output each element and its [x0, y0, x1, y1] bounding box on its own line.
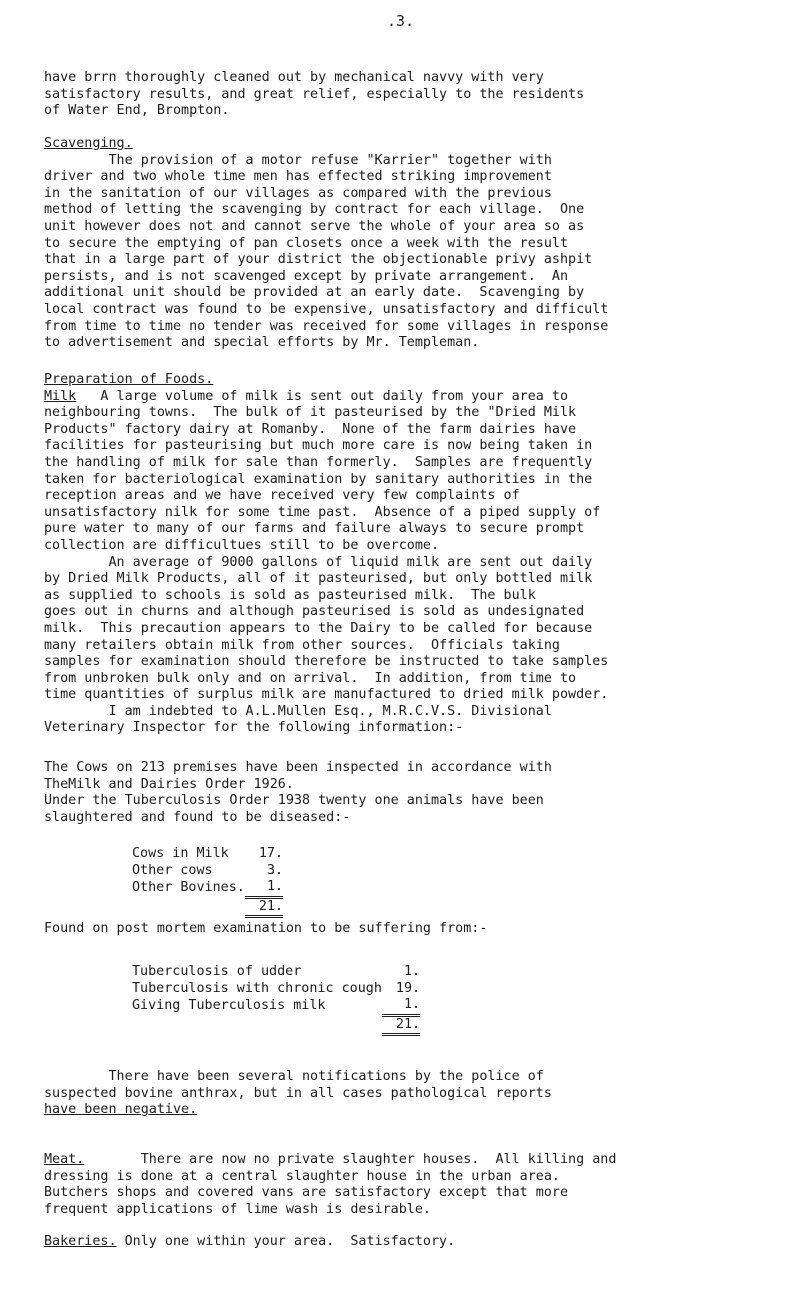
page-number: .3.	[386, 12, 415, 30]
text-line: TheMilk and Dairies Order 1926.	[44, 776, 294, 792]
cows-paragraph	[44, 760, 796, 826]
text-line: There have been several notifications by the police of	[44, 1069, 544, 1084]
text-line: slaughtered and found to be diseased:-	[44, 809, 351, 825]
bakeries-line	[44, 1234, 796, 1251]
text-line: in the sanitation of our villages as compared with the previous	[44, 185, 552, 201]
table-total: 21.	[245, 897, 283, 917]
text-line: milk. This precaution appears to the Dairy to be called for because	[44, 620, 593, 636]
table-cell-value: 1.	[382, 997, 420, 1015]
diseased-animals-table	[132, 846, 283, 918]
table-cell-label: Other cows	[132, 862, 213, 878]
milk-label: Milk	[44, 388, 77, 404]
table-cell-value: 17.	[258, 846, 284, 861]
text-line: reception areas and we have received very few complaints of	[44, 488, 520, 504]
text-line: time quantities of surplus milk are manufactured to dried milk powder.	[44, 687, 609, 703]
table-cell-label: Giving Tuberculosis milk	[132, 997, 326, 1013]
text-line: as supplied to schools is sold as pasteurised milk. The bulk	[44, 587, 536, 603]
table-cell-label: Cows in Milk	[132, 846, 229, 861]
text-fragment: Only one within your area. Satisfactory.	[116, 1234, 456, 1249]
table-total: 21.	[382, 1015, 420, 1035]
text-line: unit however does not and cannot serve the whole of your area so as	[44, 218, 585, 234]
text-fragment: A large volume of milk is sent out daily from your area to	[76, 388, 569, 404]
text-line: method of letting the scavenging by contract for each village. One	[44, 202, 585, 218]
anthrax-paragraph	[44, 1069, 796, 1119]
text-line: from unbroken bulk only and on arrival. In addition, from time to	[44, 670, 577, 686]
table-cell-value: 3.	[266, 862, 284, 878]
text-line: samples for examination should therefore be instructed to take samples	[44, 654, 609, 670]
text-line: Veterinary Inspector for the following information:-	[44, 720, 464, 736]
text-line: that in a large part of your district the objectionable privy ashpit	[44, 252, 593, 268]
text-line: taken for bacteriological examination by sanitary authorities in the	[44, 471, 593, 487]
post-mortem-line	[44, 921, 796, 938]
table-cell-value: 1.	[245, 879, 283, 897]
text-line: frequent applications of lime wash is desirable.	[44, 1201, 431, 1217]
text-line: have brrn thoroughly cleaned out by mechanical navvy with very	[44, 70, 544, 85]
meat-first-line	[44, 1152, 796, 1169]
text-line: additional unit should be provided at an early date. Scavenging by	[44, 285, 585, 301]
text-line: unsatisfactory nilk for some time past. Absence of a piped supply of	[44, 504, 601, 520]
text-line: collection are difficultues still to be overcome.	[44, 537, 440, 553]
text-line: Found on post mortem examination to be suffering from:-	[44, 921, 488, 936]
intro-paragraph	[44, 70, 796, 120]
text-line: by Dried Milk Products, all of it pasteurised, but only bottled milk	[44, 571, 593, 587]
post-mortem-table	[132, 964, 420, 1036]
text-line: of Water End, Brompton.	[44, 103, 230, 119]
table-total-row	[132, 1015, 420, 1035]
section-heading-meat: Meat.	[44, 1152, 85, 1167]
text-line: The provision of a motor refuse "Karrier" together with	[44, 152, 552, 168]
table-row	[132, 846, 283, 863]
text-line: Butchers shops and covered vans are satisfactory except that more	[44, 1185, 569, 1201]
text-line: satisfactory results, and great relief, especially to the residents	[44, 86, 585, 102]
text-line: The Cows on 213 premises have been inspected in accordance with	[44, 760, 552, 775]
text-line: neighbouring towns. The bulk of it pasteurised by the "Dried Milk	[44, 405, 577, 421]
text-line: goes out in churns and although pasteurised is sold as undesignated	[44, 604, 585, 620]
text-line: Under the Tuberculosis Order 1938 twenty one animals have been	[44, 793, 544, 809]
table-cell-label: Tuberculosis with chronic cough	[132, 980, 382, 996]
table-row	[132, 964, 420, 981]
table-row	[132, 997, 420, 1015]
table-row	[132, 879, 283, 897]
table-cell-label: Tuberculosis of udder	[132, 964, 302, 979]
bakeries-section	[44, 1234, 796, 1251]
text-line: to secure the emptying of pan closets once a week with the result	[44, 235, 569, 251]
text-line: to advertisement and special efforts by Mr. Templeman.	[44, 335, 480, 351]
text-line: from time to time no tender was received for some villages in response	[44, 318, 609, 334]
text-line: persists, and is not scavenged except by private arrangement. An	[44, 268, 569, 284]
text-line: pure water to many of our farms and failure always to secure prompt	[44, 521, 585, 537]
table-total-row	[132, 897, 283, 917]
table-cell-value: 1.	[403, 964, 421, 979]
text-line: the handling of milk for sale than formerly. Samples are frequently	[44, 454, 593, 470]
text-line: have been negative.	[44, 1102, 198, 1118]
section-heading-bakeries: Bakeries.	[44, 1234, 117, 1249]
section-heading-scavenging: Scavenging.	[44, 136, 133, 151]
text-line: suspected bovine anthrax, but in all cases pathological reports	[44, 1085, 552, 1101]
text-line: many retailers obtain milk from other sources. Officials taking	[44, 637, 560, 653]
text-line: Products" factory dairy at Romanby. None of the farm dairies have	[44, 421, 577, 437]
table-cell-label: Other Bovines.	[132, 879, 245, 895]
table-cell-value: 19.	[395, 980, 421, 996]
preparation-section	[44, 372, 796, 737]
scavenging-section	[44, 136, 796, 352]
section-heading-preparation: Preparation of Foods.	[44, 372, 214, 387]
meat-section	[44, 1152, 796, 1218]
table-row	[132, 981, 420, 998]
text-line: dressing is done at a central slaughter house in the urban area.	[44, 1168, 560, 1184]
milk-first-line	[44, 389, 796, 406]
text-fragment: There are now no private slaughter houses. All killing and	[84, 1152, 617, 1167]
text-line: I am indebted to A.L.Mullen Esq., M.R.C.V.S. Divisional	[44, 703, 552, 719]
text-line: driver and two whole time men has effected striking improvement	[44, 169, 552, 185]
text-line: An average of 9000 gallons of liquid milk are sent out daily	[44, 554, 593, 570]
text-line: facilities for pasteurising but much more care is now being taken in	[44, 438, 593, 454]
text-line: local contract was found to be expensive, unsatisfactory and difficult	[44, 301, 609, 317]
table-row	[132, 863, 283, 880]
